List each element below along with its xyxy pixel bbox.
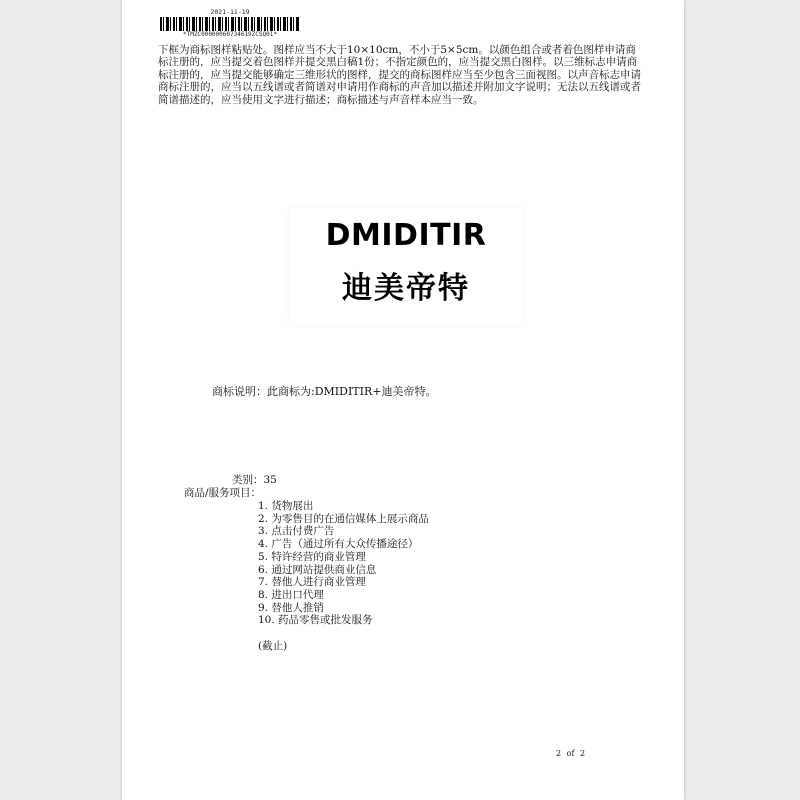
list-item: 5. 特许经营的商业管理: [258, 550, 366, 563]
trademark-image: [290, 208, 522, 324]
list-item: 3. 点击付费广告: [258, 525, 335, 538]
barcode-date: 2021-11-19: [210, 8, 250, 16]
list-item: 9. 替他人推销: [258, 601, 324, 614]
list-item: 4. 广告（通过所有大众传播途径）: [258, 538, 419, 551]
goods-list: [258, 500, 429, 627]
barcode-icon: [160, 17, 300, 31]
list-item: 6. 通过网站提供商业信息: [258, 563, 377, 576]
document-page: [122, 0, 684, 800]
cutoff-note: (截止): [258, 640, 288, 652]
list-item: 2. 为零售目的在通信媒体上展示商品: [258, 512, 429, 525]
list-item: 7. 替他人进行商业管理: [258, 576, 366, 589]
trademark-description: 商标说明：此商标为:DMIDITIR+迪美帝特。: [212, 385, 437, 398]
class-line: 类别：35: [232, 474, 277, 486]
trademark-chinese-text: 迪美帝特: [342, 271, 470, 306]
instructions-text: 下框为商标图样粘贴处。图样应当不大于10×10cm，不小于5×5cm。以颜色组合或者着色图样申请商标注册的，应当提交着色图样并提交黑白稿1份；不指定颜色的，应当提交黑白图样。以三维标志申请商标注册的，应当提交能够确定三维形状的图样，提交的商标图样应当至少包含三面视图。以声音标志申请商标注册的，应当以五线谱或者简谱对申请用作商标的声音加以描述并附加文字说明；无法以五线谱或者简谱描述的，应当使用文字进行描述；商标描述与声音样本应当一致。: [158, 44, 641, 106]
list-item: 1. 货物展出: [258, 500, 314, 512]
barcode-code: *TMZC00000060734619ZCSQ01*: [183, 31, 277, 38]
page-number: 2 of 2: [556, 749, 586, 758]
goods-label: 商品/服务项目：: [184, 487, 262, 499]
list-item: 10. 药品零售或批发服务: [258, 614, 373, 627]
trademark-latin-text: DMIDITIR: [325, 218, 487, 253]
barcode-block: [160, 8, 300, 38]
list-item: 8. 进出口代理: [258, 588, 324, 601]
